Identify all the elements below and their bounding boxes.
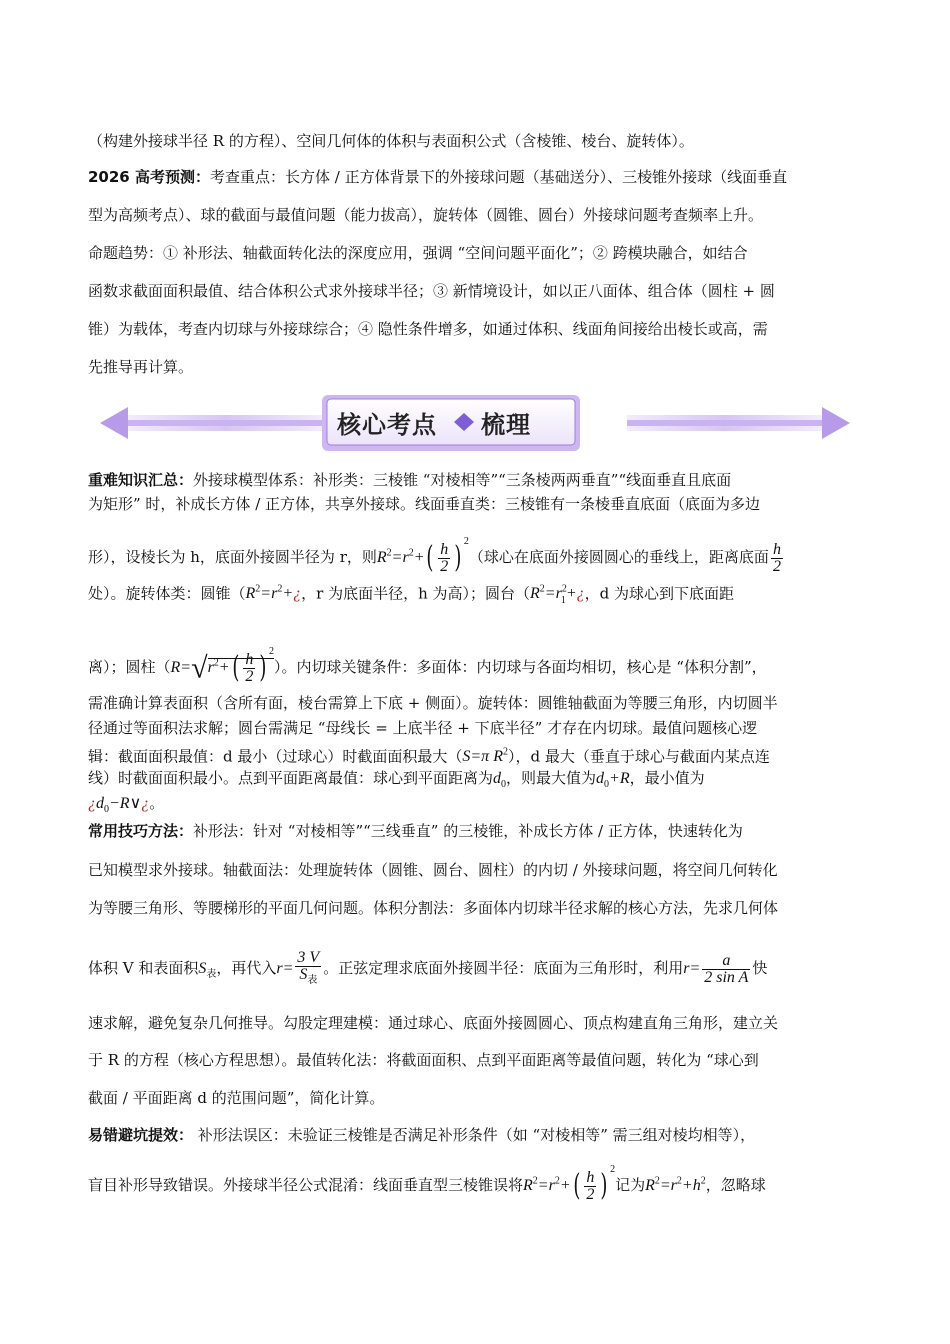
forecast-line-3: 命题趋势：① 补形法、轴截面转化法的深度应用，强调 “空间问题平面化”；② 跨模块融合，如结合 [88,244,748,262]
forecast-line-4: 函数求截面面积最值、结合体积公式求外接球半径；③ 新情境设计，如以正八面体、组合体（圆柱 + 圆 [88,282,775,300]
tech-line-3: 为等腰三角形、等腰梯形的平面几何问题。体积分割法：多面体内切球半径求解的核心方法，先求几何体 [88,899,779,917]
key-line-4: 处）。旋转体类：圆锥（$R^2=r^2+¿$，r 为底面半径，h 为高）；圆台（$R^2=r^2_1+¿$，d 为球心到下底面距 [88,584,734,606]
pitfall-label: 易错避坑提效： [88,1126,194,1144]
forecast-line-1: 2026 高考预测：考查重点：长方体 / 正方体背景下的外接球问题（基础送分）、三棱锥外接球（线面垂直 [88,168,788,186]
tech-line-5: 速求解，避免复杂几何推导。勾股定理建模：通过球心、底面外接圆圆心、顶点构建直角三角形，建立关 [88,1014,779,1032]
key-line-5: 离）；圆柱（$R=√r^2+$( $\frac{h}{2}$ ) $^2$）。内切球关键条件：多面体：内切球与各面均相切，核心是 “体积分割”， [88,646,767,686]
formula-r-squared-halfh: $R^2=r^2+$( $\frac{h}{2}$ ) $^2$ [376,536,469,576]
forecast-line-6: 先推导再计算。 [88,358,194,376]
key-line-7: 径通过等面积法求解；圆台需满足 “母线长 = 上底半径 + 下底半径” 才存在内切球。最值问题核心逻 [88,719,758,737]
forecast-label: 2026 高考预测： [88,168,210,186]
pitfall-line-2: 盲目补形导致错误。外接球半径公式混淆：线面垂直型三棱锥误将$R^2=r^2+$( $\frac{h}{2}$ ) $^2$记为$R^2=r^2+h^2$，忽略球 [88,1164,766,1204]
intro-line: （构建外接球半径 R 的方程）、空间几何体的体积与表面积公式（含棱锥、棱台、旋转体）。 [88,132,694,150]
banner-title-left: 核心考点 [337,411,437,439]
tech-label: 常用技巧方法： [88,822,194,840]
section-banner [100,393,850,453]
key-line-3: 形），设棱长为 h，底面外接圆半径为 r，则$R^2=r^2+$( $\frac{h}{2}$ ) $^2$（球心在底面外接圆圆心的垂线上，距离底面 $\frac{h}{2}$ [88,536,781,576]
tech-line-7: 截面 / 平面距离 d 的范围问题”，简化计算。 [88,1089,385,1107]
key-label: 重难知识汇总： [88,471,194,489]
right-arrow-icon [822,407,850,439]
formula-h-over-2: $\frac{h}{2}$ [772,540,781,575]
banner-decoration [100,393,850,453]
tech-line-6: 于 R 的方程（核心方程思想）。最值转化法：将截面面积、点到平面距离等最值问题，转化为 “球心到 [88,1051,759,1069]
tech-line-4: 体积 V 和表面积$S_表$，再代入r= $\frac{3 V}{S_表}$ 。正弦定理求底面外接圆半径：底面为三角形时，利用r= $\frac{a}{\text{2 sin A}}$ 快 [88,948,768,986]
formula-cylinder: $R=√r^2+$( $\frac{h}{2}$ ) $^2$ [170,646,275,686]
key-line-1: 重难知识汇总：外接球模型体系：补形类：三棱锥 “对棱相等”“三条棱两两垂直”“线面垂直且底面 [88,471,732,489]
key-line-6: 需准确计算表面积（含所有面，棱台需算上下底 + 侧面）。旋转体：圆锥轴截面为等腰三角形，内切圆半 [88,694,778,712]
forecast-line-2: 型为高频考点）、球的截面与最值问题（能力拔高），旋转体（圆锥、圆台）外接球问题考查频率上升。 [88,206,764,224]
forecast-line-5: 锥）为载体，考查内切球与外接球综合；④ 隐性条件增多，如通过体积、线面角间接给出棱长或高，需 [88,320,768,338]
key-line-10: ¿$d_0-R\vee¿$。 [88,794,165,816]
tech-line-2: 已知模型求外接球。轴截面法：处理旋转体（圆锥、圆台、圆柱）的内切 / 外接球问题，将空间几何转化 [88,861,778,879]
pitfall-line-1: 易错避坑提效： 补形法误区：未验证三棱锥是否满足补形条件（如 “对棱相等” 需三组对棱均相等）， [88,1126,756,1144]
banner-title-right: 梳理 [481,411,531,439]
key-line-2: 为矩形” 时，补成长方体 / 正方体，共享外接球。线面垂直类：三棱锥有一条棱垂直底面（底面为多边 [88,495,761,513]
key-line-9: 线）时截面面积最小。点到平面距离最值：球心到平面距离为$d_0$，则最大值为$d_0+R$，最小值为 [88,769,705,791]
key-line-8: 辑：截面面积最值：d 最小（过球心）时截面面积最大（S=π $R^2$），d 最大（垂直于球心与截面内某点连 [88,747,770,766]
tech-line-1: 常用技巧方法：补形法：针对 “对棱相等”“三线垂直” 的三棱锥，补成长方体 / 正方体，快速转化为 [88,822,743,840]
left-arrow-icon [100,407,128,439]
